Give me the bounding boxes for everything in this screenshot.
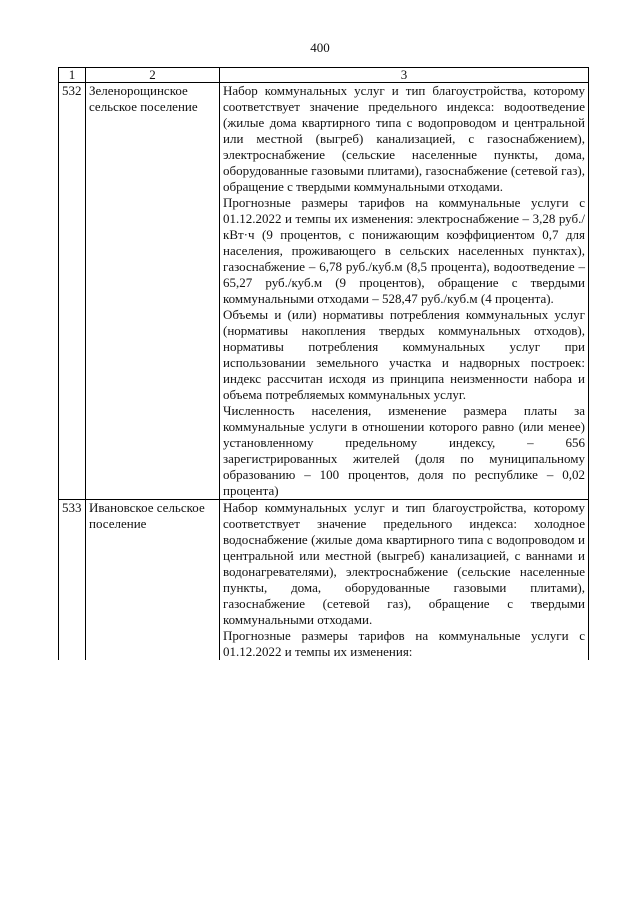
description-paragraph: Прогнозные размеры тарифов на коммунальные услуги с 01.12.2022 и темпы их изменения: — [223, 628, 585, 659]
row-description — [220, 500, 589, 661]
row-number: 533 — [59, 500, 86, 661]
description-paragraph: Объемы и (или) нормативы потребления коммунальных услуг (нормативы накопления твердых коммунальных отходов), нормативы потребления коммунальных услуг при использовании земельного участка и надворных построек: индекс рассчитан исходя из принципа неизменности набора и объема потребляемых коммунальных услуг. — [223, 307, 585, 402]
tariff-table — [58, 67, 589, 660]
description-paragraph: Прогнозные размеры тарифов на коммунальные услуги с 01.12.2022 и темпы их изменения: электроснабжение – 3,28 руб./кВт·ч (9 процентов, с понижающим коэффициентом 0,7 для населения, проживающего в сельских населенных пунктах), газоснабжение – 6,78 руб./куб.м (8,5 процента), водоотведение – 65,27 руб./куб.м (9 процентов), обращение с твердыми коммунальными отходами – 528,47 руб./куб.м (4 процента). — [223, 195, 585, 306]
row-number: 532 — [59, 83, 86, 500]
header-col-3: 3 — [220, 68, 589, 83]
table-row — [59, 500, 589, 661]
description-paragraph: Численность населения, изменение размера платы за коммунальные услуги в отношении которого равно (или менее) установленному предельному индексу, – 656 зарегистрированных жителей (доля по муниципальному образованию – 100 процентов, доля по республике – 0,02 процента) — [223, 403, 585, 498]
description-paragraph: Набор коммунальных услуг и тип благоустройства, которому соответствует значение предельного индекса: холодное водоснабжение (жилые дома квартирного типа с водопроводом и центральной или местной (выгреб) канализацией, с ваннами и водонагревателями), электроснабжение (сельские населенные пункты, дома, оборудованные газовыми плитами), газоснабжение (сетевой газ), обращение с твердыми коммунальными отходами. — [223, 500, 585, 627]
description-paragraph: Набор коммунальных услуг и тип благоустройства, которому соответствует значение предельного индекса: водоотведение (жилые дома квартирного типа с водопроводом и центральной или местной (выгреб) канализацией, с газоснабжением), электроснабжение (сельские населенные пункты, дома, оборудованные газовыми плитами), газоснабжение (сетевой газ), обращение с твердыми коммунальными отходами. — [223, 83, 585, 194]
settlement-name: Зеленорощинское сельское поселение — [86, 83, 220, 500]
row-description — [220, 83, 589, 500]
settlement-name: Ивановское сельское поселение — [86, 500, 220, 661]
header-col-1: 1 — [59, 68, 86, 83]
table-header-row — [59, 68, 589, 83]
table-row — [59, 83, 589, 500]
header-col-2: 2 — [86, 68, 220, 83]
page-number: 400 — [310, 40, 330, 55]
